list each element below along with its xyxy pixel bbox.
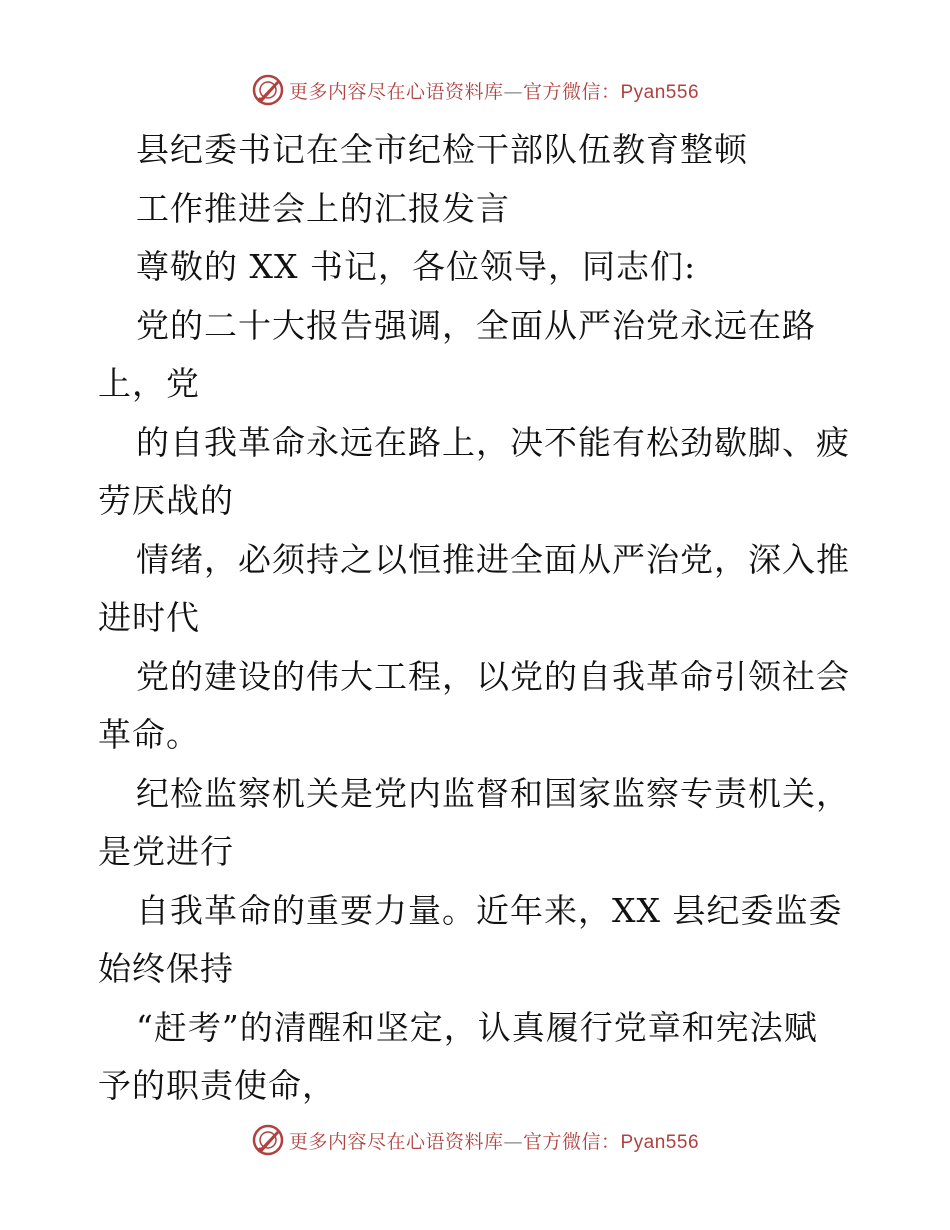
- text-line: 工作推进会上的汇报发言: [136, 188, 510, 228]
- banner-dash: —: [503, 1130, 523, 1153]
- text-line: 予的职责使命，: [98, 1066, 336, 1105]
- text-line: 情绪，必须持之以恒推进全面从严治党，深入推: [136, 539, 850, 579]
- text-line: 党的二十大报告强调，全面从严治党永远在路: [136, 305, 816, 345]
- text-line: 革命。: [98, 715, 200, 754]
- text-line: 纪检监察机关是党内监督和国家监察专责机关，: [136, 773, 850, 813]
- text-line: 始终保持: [98, 949, 234, 988]
- text-line: 进时代: [98, 598, 200, 637]
- header-watermark-banner: [0, 70, 950, 110]
- document-body: [98, 121, 868, 1116]
- banner-wechat-label: 官方微信：: [522, 80, 621, 103]
- text-line: 自我革命的重要力量。近年来，XX 县纪委监委: [136, 890, 843, 930]
- text-line: 的自我革命永远在路上，决不能有松劲歇脚、疲: [136, 422, 850, 462]
- banner-site-name: 更多内容尽在心语资料库: [288, 80, 504, 103]
- text-line: 劳厌战的: [98, 481, 234, 520]
- banner-wechat-id: Pyan556: [620, 81, 700, 103]
- banner-text: [289, 77, 699, 104]
- brand-logo-icon: [251, 73, 285, 107]
- banner-dash: —: [503, 80, 523, 103]
- text-line: 尊敬的 XX 书记，各位领导，同志们:: [136, 247, 697, 286]
- text-line: 县纪委书记在全市纪检干部队伍教育整顿: [136, 130, 748, 169]
- banner-wechat-label: 官方微信：: [522, 1130, 621, 1153]
- text-line: 党的建设的伟大工程，以党的自我革命引领社会: [136, 656, 850, 696]
- banner-wechat-id: Pyan556: [620, 1131, 700, 1153]
- brand-logo-icon: [251, 1123, 285, 1157]
- text-line: 是党进行: [98, 832, 234, 871]
- text-line: 上，党: [98, 364, 200, 403]
- text-line: “赶考”的清醒和坚定，认真履行党章和宪法赋: [136, 1007, 818, 1047]
- footer-watermark-banner: [0, 1120, 950, 1160]
- banner-text: [289, 1127, 699, 1154]
- banner-site-name: 更多内容尽在心语资料库: [288, 1130, 504, 1153]
